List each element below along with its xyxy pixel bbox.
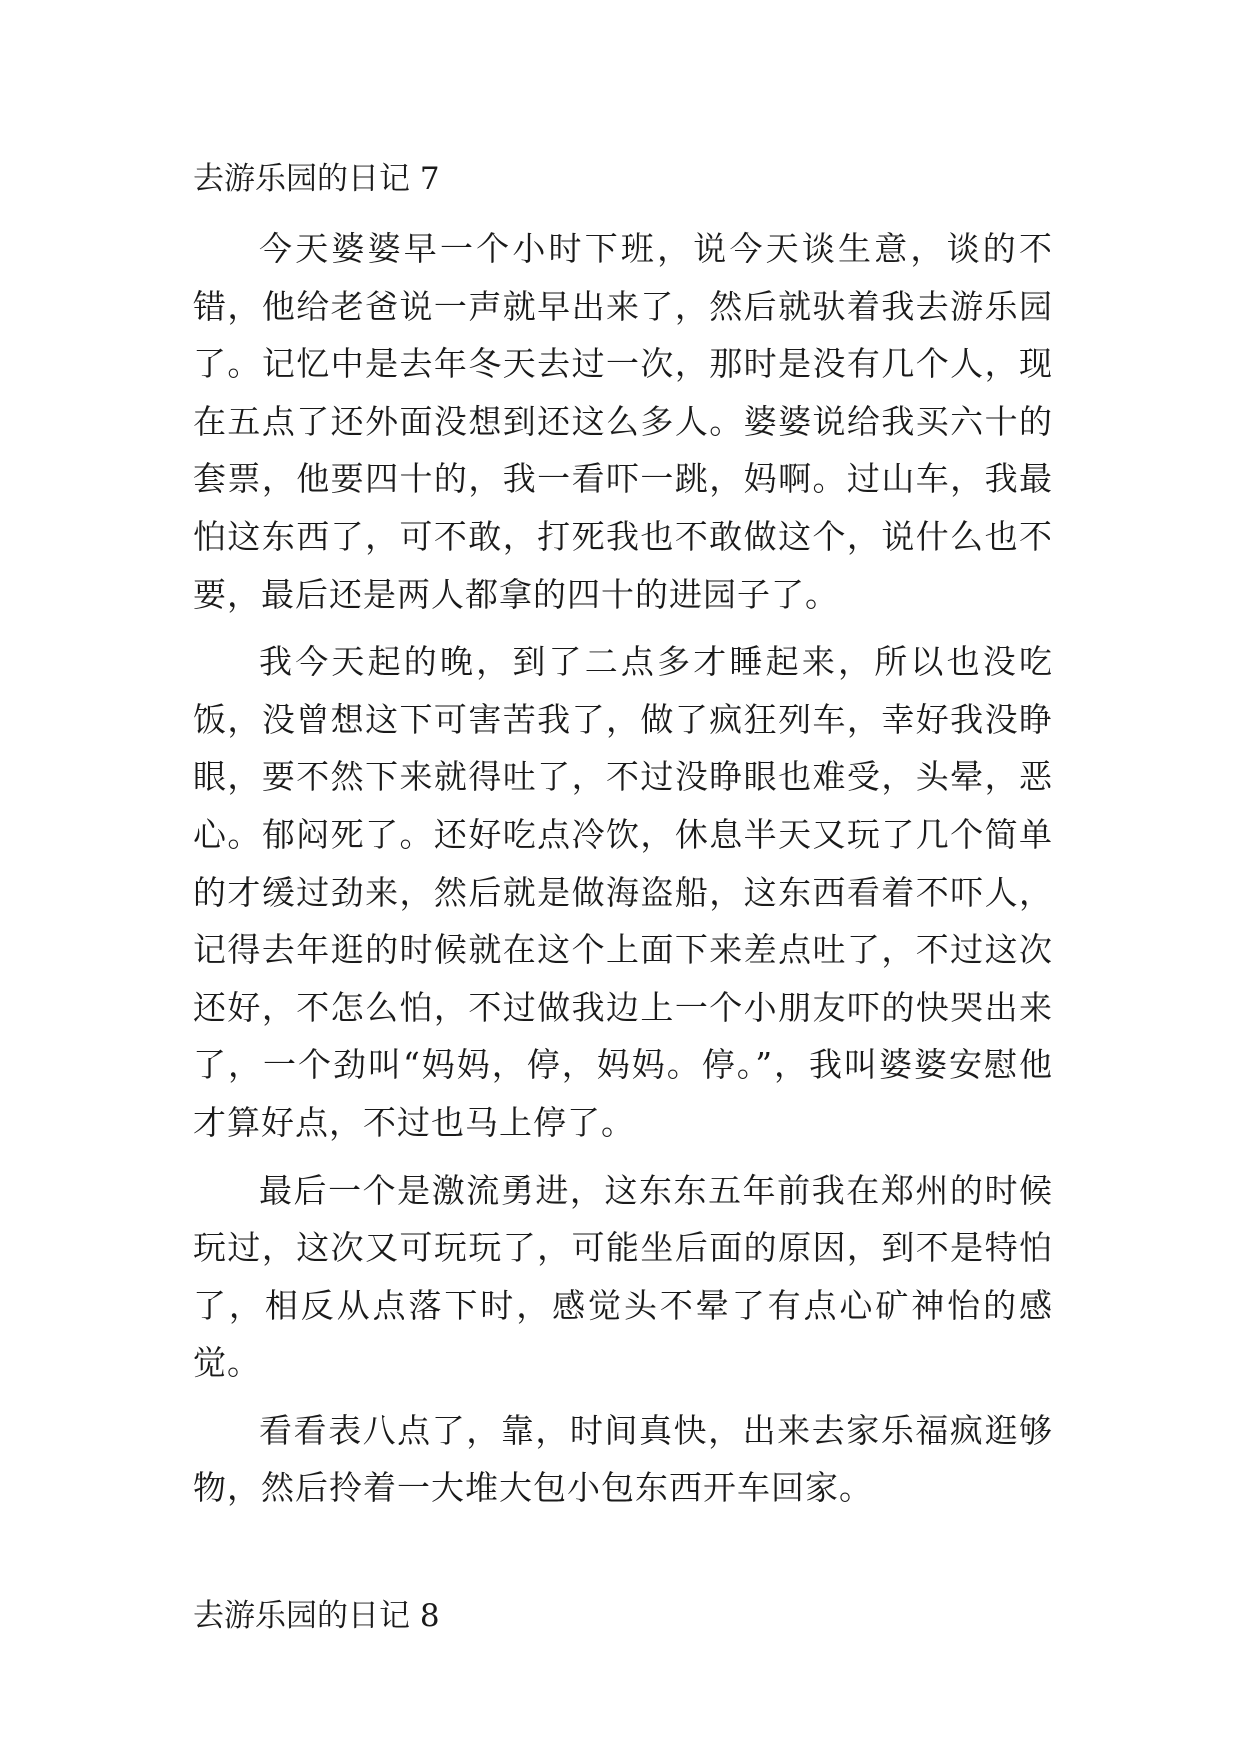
paragraph: 看看表八点了，靠，时间真快，出来去家乐福疯逛够物，然后拎着一大堆大包小包东西开车回家。 — [193, 1410, 1053, 1508]
section-heading-8: 去游乐园的日记 8 — [193, 1598, 440, 1635]
document-body — [193, 160, 1053, 1657]
paragraph: 最后一个是激流勇进，这东东五年前我在郑州的时候玩过，这次又可玩玩了，可能坐后面的原因，到不是特怕了，相反从点落下时，感觉头不晕了有点心矿神怡的感觉。 — [193, 1170, 1053, 1383]
paragraph: 我今天起的晚，到了二点多才睡起来，所以也没吃饭，没曾想这下可害苦我了，做了疯狂列车，幸好我没睁眼，要不然下来就得吐了，不过没睁眼也难受，头晕，恶心。郁闷死了。还好吃点冷饮，休息半天又玩了几个简单的才缓过劲来，然后就是做海盗船，这东西看着不吓人，记得去年逛的时候就在这个上面下来差点吐了，不过这次还好，不怎么怕，不过做我边上一个小朋友吓的快哭出来了，一个劲叫“妈妈，停，妈妈。停。”，我叫婆婆安慰他才算好点，不过也马上停了。 — [193, 642, 1053, 1142]
paragraph: 今天婆婆早一个小时下班，说今天谈生意，谈的不错，他给老爸说一声就早出来了，然后就驮着我去游乐园了。记忆中是去年冬天去过一次，那时是没有几个人，现在五点了还外面没想到还这么多人。婆婆说给我买六十的套票，他要四十的，我一看吓一跳，妈啊。过山车，我最怕这东西了，可不敢，打死我也不敢做这个，说什么也不要，最后还是两人都拿的四十的进园子了。 — [193, 229, 1053, 614]
section-heading-7: 去游乐园的日记 7 — [193, 161, 440, 197]
section-spacer — [193, 1527, 1053, 1597]
